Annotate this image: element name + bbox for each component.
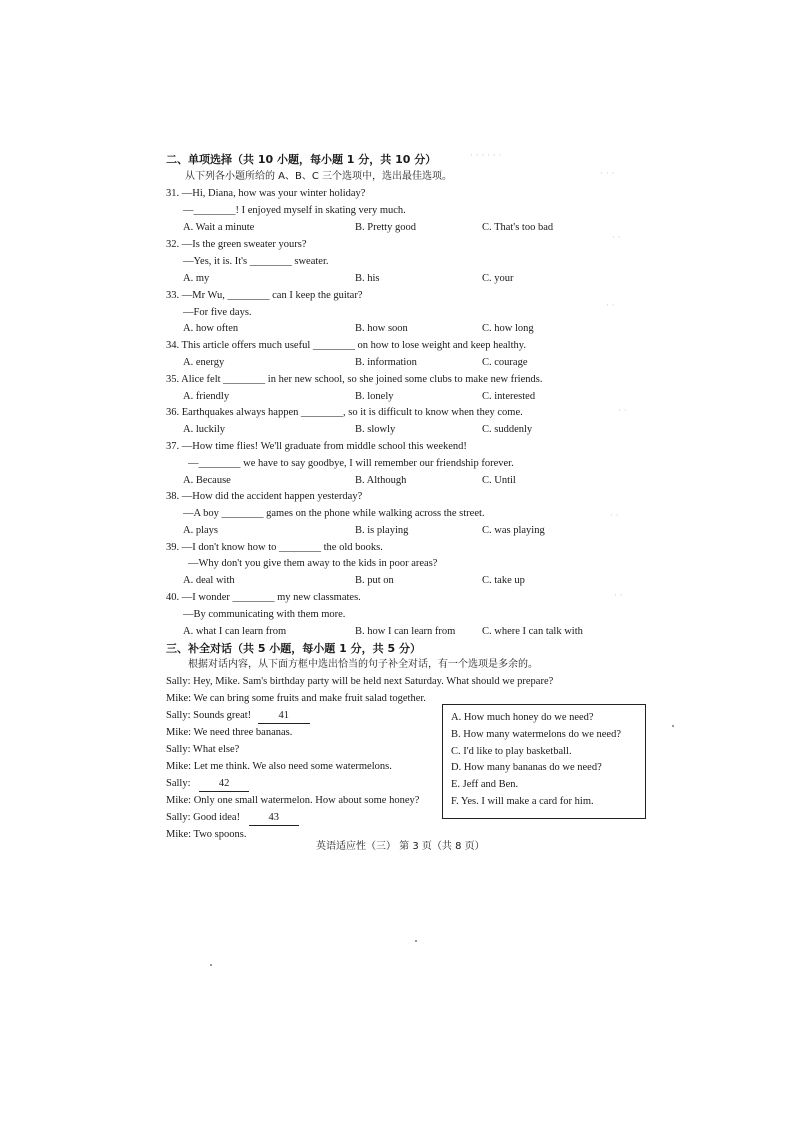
bleed-through-text: · · [606,301,615,311]
section3-heading: 三、补全对话（共 5 小题，每小题 1 分，共 5 分） [166,642,421,655]
question-stem: 40. —I wonder ________ my new classmates. [166,592,361,603]
question-stem: 36. Earthquakes always happen ________, so it is difficult to know when they come. [166,407,523,418]
question-stem: 33. —Mr Wu, ________ can I keep the guitar? [166,290,363,301]
option-a: A. what I can learn from [183,626,287,637]
option-c: C. how long [482,323,534,334]
dialogue-line: Sally: Hey, Mike. Sam's birthday party will be held next Saturday. What should we prepare? [166,676,554,687]
option-b: B. how soon [355,323,408,334]
options-box [442,704,646,819]
option-a: A. friendly [183,391,230,402]
option-item: E. Jeff and Ben. [451,779,519,790]
section2-instruction: 从下列各小题所给的 A、B、C 三个选项中，选出最佳选项。 [185,171,453,182]
blank-42: 42 [199,777,249,792]
dialogue-line [166,709,310,724]
blank-41: 41 [258,709,310,724]
dialogue-line: Mike: Two spoons. [166,829,247,840]
option-item: D. How many bananas do we need? [451,762,602,773]
dialogue-line: Mike: Let me think. We also need some watermelons. [166,761,392,772]
option-a: A. how often [183,323,239,334]
question-stem: 38. —How did the accident happen yesterday? [166,491,363,502]
option-item: C. I'd like to play basketball. [451,746,572,757]
question-stem: 34. This article offers much useful ________ on how to lose weight and keep healthy. [166,340,526,351]
dialogue-line: Mike: We need three bananas. [166,727,293,738]
question-continuation: —Yes, it is. It's ________ sweater. [183,256,329,267]
option-c: C. Until [482,475,516,486]
question-continuation: —By communicating with them more. [183,609,346,620]
option-a: A. deal with [183,575,235,586]
question-stem: 32. —Is the green sweater yours? [166,239,307,250]
option-a: A. Because [183,475,231,486]
option-c: C. where I can talk with [482,626,583,637]
option-item: F. Yes. I will make a card for him. [451,796,594,807]
option-a: A. plays [183,525,218,536]
dialogue-line: Mike: Only one small watermelon. How about some honey? [166,795,420,806]
dialogue-text: Sally: Good idea! [166,812,241,823]
question-continuation: —________ we have to say goodbye, I will remember our friendship forever. [188,458,514,469]
option-b: B. Pretty good [355,222,416,233]
option-a: A. my [183,273,210,284]
option-c: C. interested [482,391,536,402]
bleed-through-text: · · [618,406,627,416]
dialogue-line: Sally: What else? [166,744,240,755]
option-b: B. how I can learn from [355,626,456,637]
option-b: B. slowly [355,424,396,435]
option-item: A. How much honey do we need? [451,712,594,723]
option-c: C. That's too bad [482,222,554,233]
section2-heading: 二、单项选择（共 10 小题，每小题 1 分，共 10 分） [166,153,437,166]
bleed-through-text: · · [610,511,619,521]
option-a: A. Wait a minute [183,222,255,233]
question-continuation: —________! I enjoyed myself in skating very much. [183,205,406,216]
bleed-through-text: · · [614,591,623,601]
dialogue-text: Sally: [166,778,191,789]
dialogue-line: Mike: We can bring some fruits and make fruit salad together. [166,693,426,704]
question-stem: 39. —I don't know how to ________ the old books. [166,542,383,553]
option-c: C. was playing [482,525,545,536]
question-stem: 35. Alice felt ________ in her new school, so she joined some clubs to make new friends. [166,374,543,385]
option-c: C. take up [482,575,525,586]
option-a: A. luckily [183,424,225,435]
option-b: B. information [355,357,417,368]
dialogue-line [166,777,249,792]
question-continuation: —For five days. [183,307,252,318]
option-c: C. your [482,273,514,284]
scan-speck [672,725,674,727]
dialogue-text: Sally: Sounds great! [166,710,252,721]
option-c: C. suddenly [482,424,533,435]
question-stem: 37. —How time flies! We'll graduate from middle school this weekend! [166,441,467,452]
blank-43: 43 [249,811,299,826]
option-b: B. Although [355,475,407,486]
option-c: C. courage [482,357,528,368]
question-stem: 31. —Hi, Diana, how was your winter holiday? [166,188,366,199]
option-item: B. How many watermelons do we need? [451,729,621,740]
page-footer: 英语适应性（三） 第 3 页（共 8 页） [316,841,485,852]
option-a: A. energy [183,357,225,368]
option-b: B. is playing [355,525,409,536]
bleed-through-text: · · · · · · [470,151,502,161]
option-b: B. lonely [355,391,394,402]
question-continuation: —A boy ________ games on the phone while walking across the street. [183,508,485,519]
scan-speck [210,964,212,966]
option-b: B. put on [355,575,394,586]
bleed-through-text: · · · [600,169,615,179]
option-b: B. his [355,273,380,284]
question-continuation: —Why don't you give them away to the kids in poor areas? [188,558,438,569]
bleed-through-text: · · [612,233,621,243]
dialogue-line [166,811,299,826]
scan-speck [415,940,417,942]
section3-instruction: 根据对话内容，从下面方框中选出恰当的句子补全对话，有一个选项是多余的。 [188,659,538,670]
